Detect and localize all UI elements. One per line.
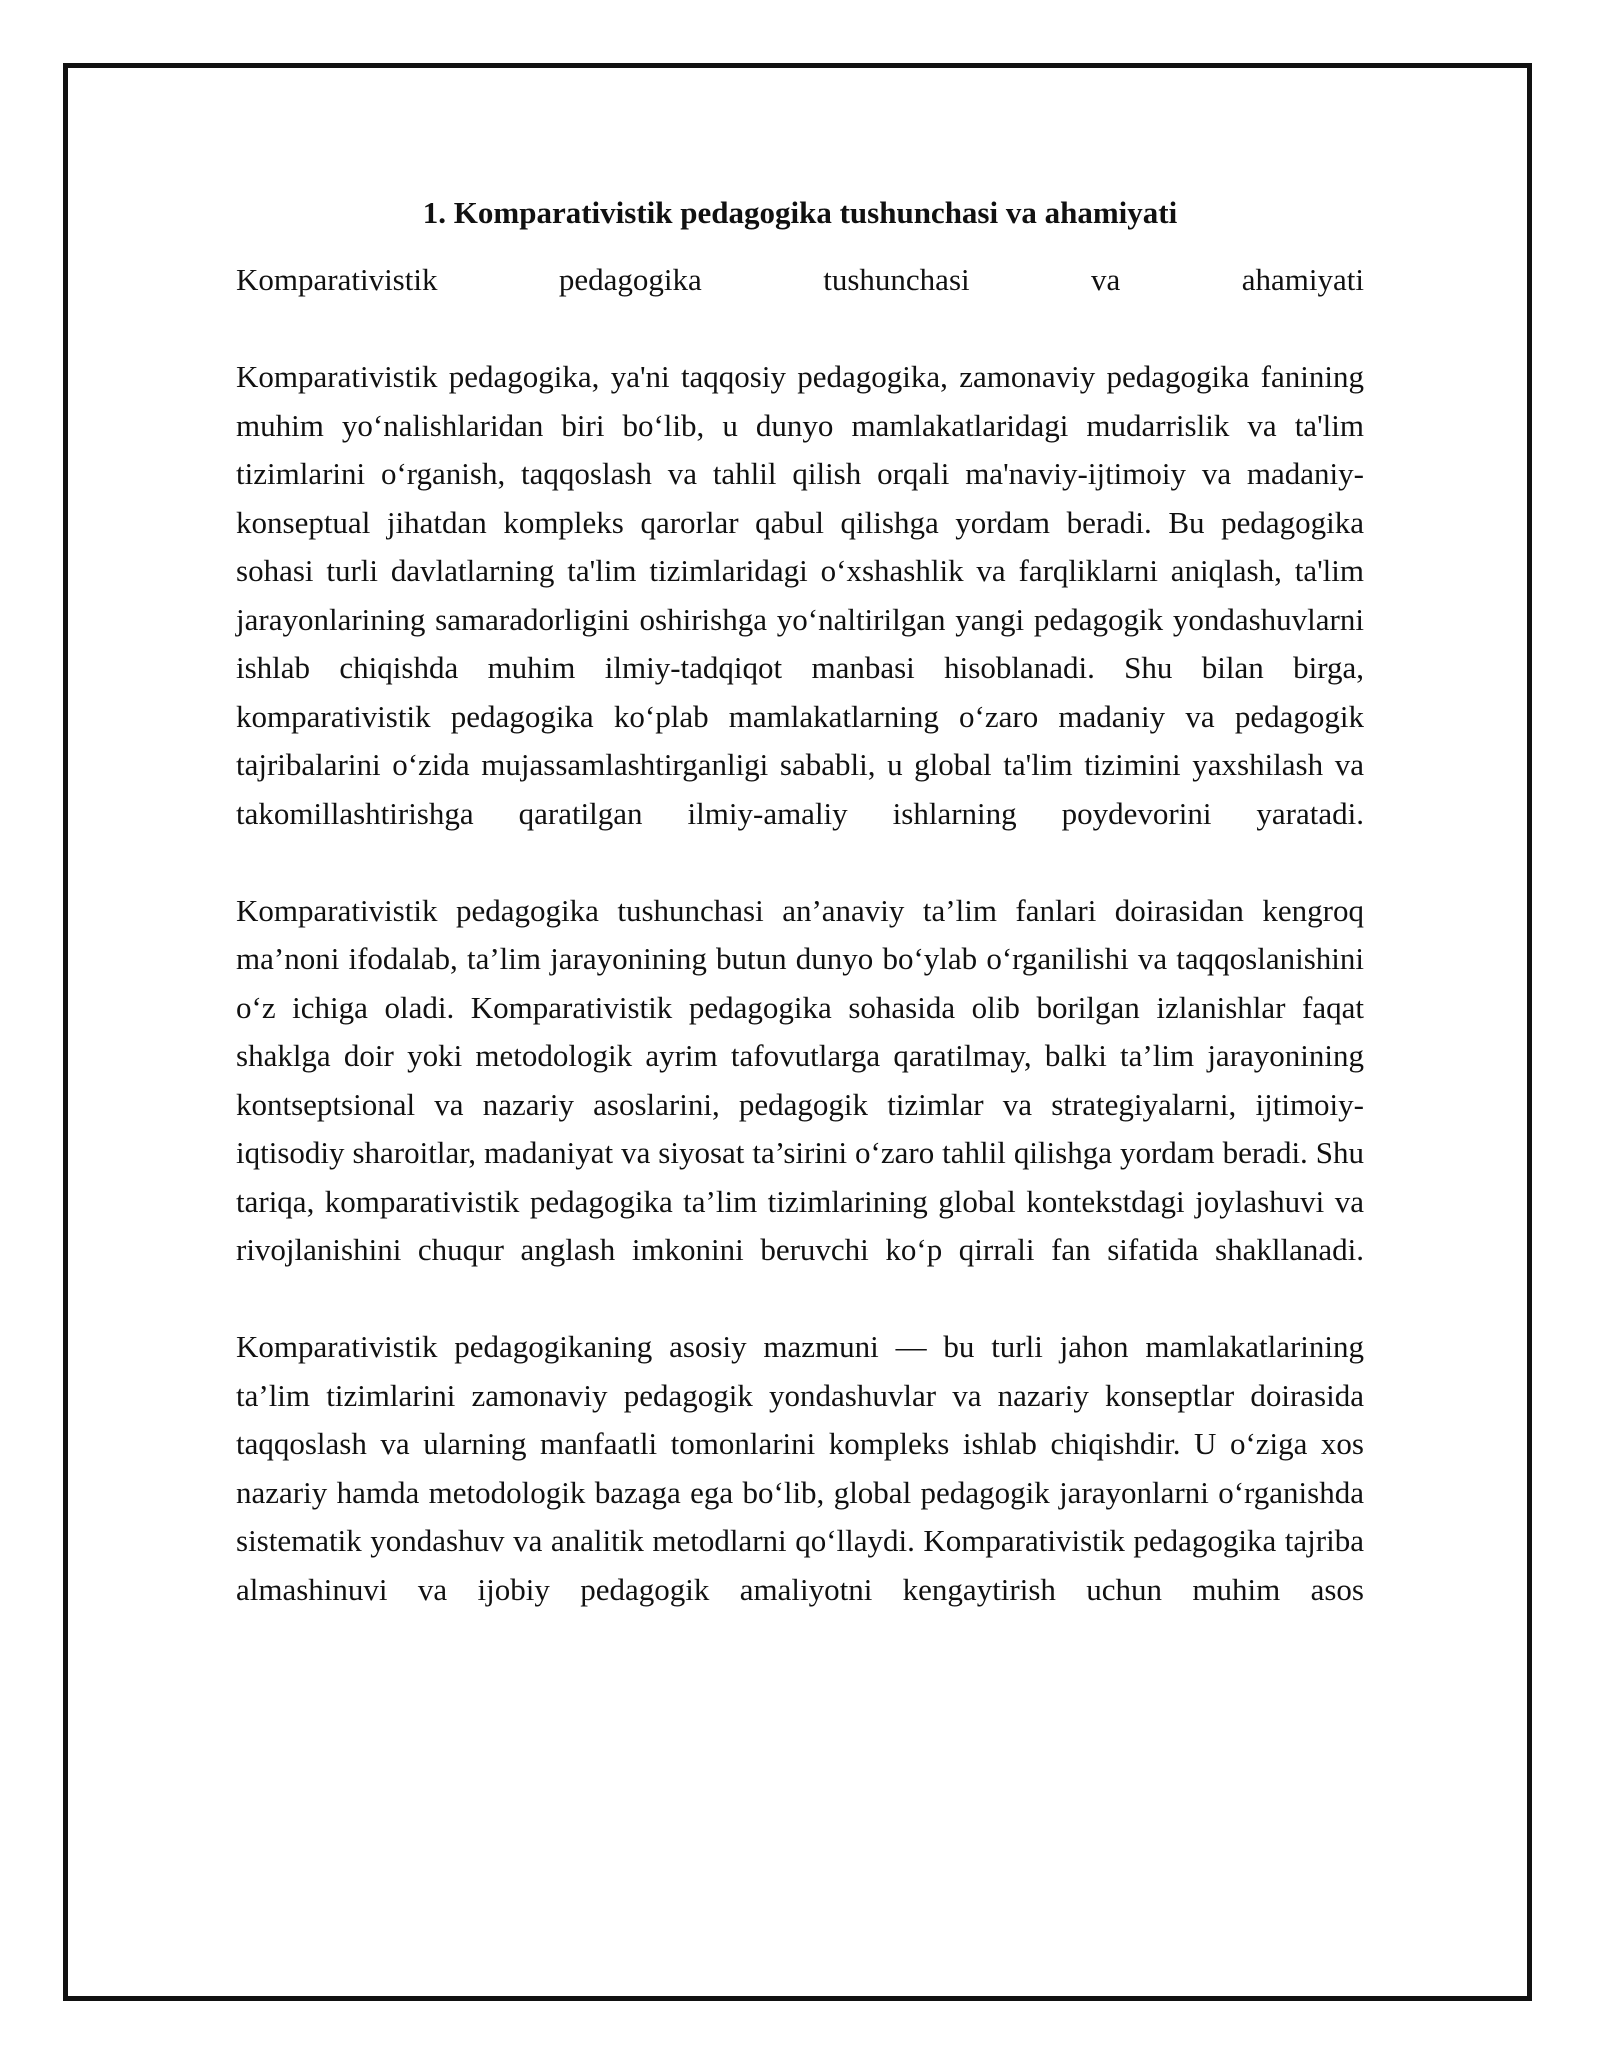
paragraph-2: Komparativistik pedagogika tushunchasi an’anaviy ta’lim fanlari doirasidan kengroq ma’noni ifodalab, ta’lim jarayonining butun dunyo bo‘ylab o‘rganilishi va taqqoslanishini o‘z ichiga oladi. Komparativistik pedagogika sohasida olib borilgan izlanishlar faqat shaklga doir yoki metodologik ayrim tafovutlarga qaratilmay, balki ta’lim jarayonining kontseptsional va nazariy asoslarini, pedagogik tizimlar va strategiyalarni, ijtimoiy-iqtisodiy sharoitlar, madaniyat va siyosat ta’sirini o‘zaro tahlil qilishga yordam beradi. Shu tariqa, komparativistik pedagogika ta’lim tizimlarining global kontekstdagi joylashuvi va rivojlanishini chuqur anglash imkonini beruvchi ko‘p qirrali fan sifatida shakllanadi. [236, 892, 1364, 1267]
paragraph-3: Komparativistik pedagogikaning asosiy mazmuni — bu turli jahon mamlakatlarining ta’lim tizimlarini zamonaviy pedagogik yondashuvlar va nazariy konseptlar doirasida taqqoslash va ularning manfaatli tomonlarini kompleks ishlab chiqishdir. U o‘ziga xos nazariy hamda metodologik bazaga ega bo‘lib, global pedagogik jarayonlarni o‘rganishda sistematik yondashuv va analitik metodlarni qo‘llaydi. Komparativistik pedagogika tajriba almashinuvi va ijobiy pedagogik amaliyotni kengaytirish uchun muhim asos [236, 1329, 1364, 1607]
document-title: 1. Komparativistik pedagogika tushunchasi va ahamiyati [422, 195, 1178, 230]
paragraph-1: Komparativistik pedagogika, ya'ni taqqosiy pedagogika, zamonaviy pedagogika fanining muhim yo‘nalishlaridan biri bo‘lib, u dunyo mamlakatlaridagi mudarrislik va ta'lim tizimlarini o‘rganish, taqqoslash va tahlil qilish orqali ma'naviy-ijtimoiy va madaniy-konseptual jihatdan kompleks qarorlar qabul qilishga yordam beradi. Bu pedagogika sohasi turli davlatlarning ta'lim tizimlaridagi o‘xshashlik va farqliklarni aniqlash, ta'lim jarayonlarining samaradorligini oshirishga yo‘naltirilgan yangi pedagogik yondashuvlarni ishlab chiqishda muhim ilmiy-tadqiqot manbasi hisoblanadi. Shu bilan birga, komparativistik pedagogika ko‘plab mamlakatlarning o‘zaro madaniy va pedagogik tajribalarini o‘zida mujassamlashtirganligi sababli, u global ta'lim tizimini yaxshilash va takomillashtirishga qaratilgan ilmiy-amaliy ishlarning poydevorini yaratadi. [236, 359, 1364, 831]
paragraph-subtitle: Komparativistik pedagogika tushunchasi va ahamiyati [236, 262, 1364, 297]
document-body [236, 183, 1364, 1614]
